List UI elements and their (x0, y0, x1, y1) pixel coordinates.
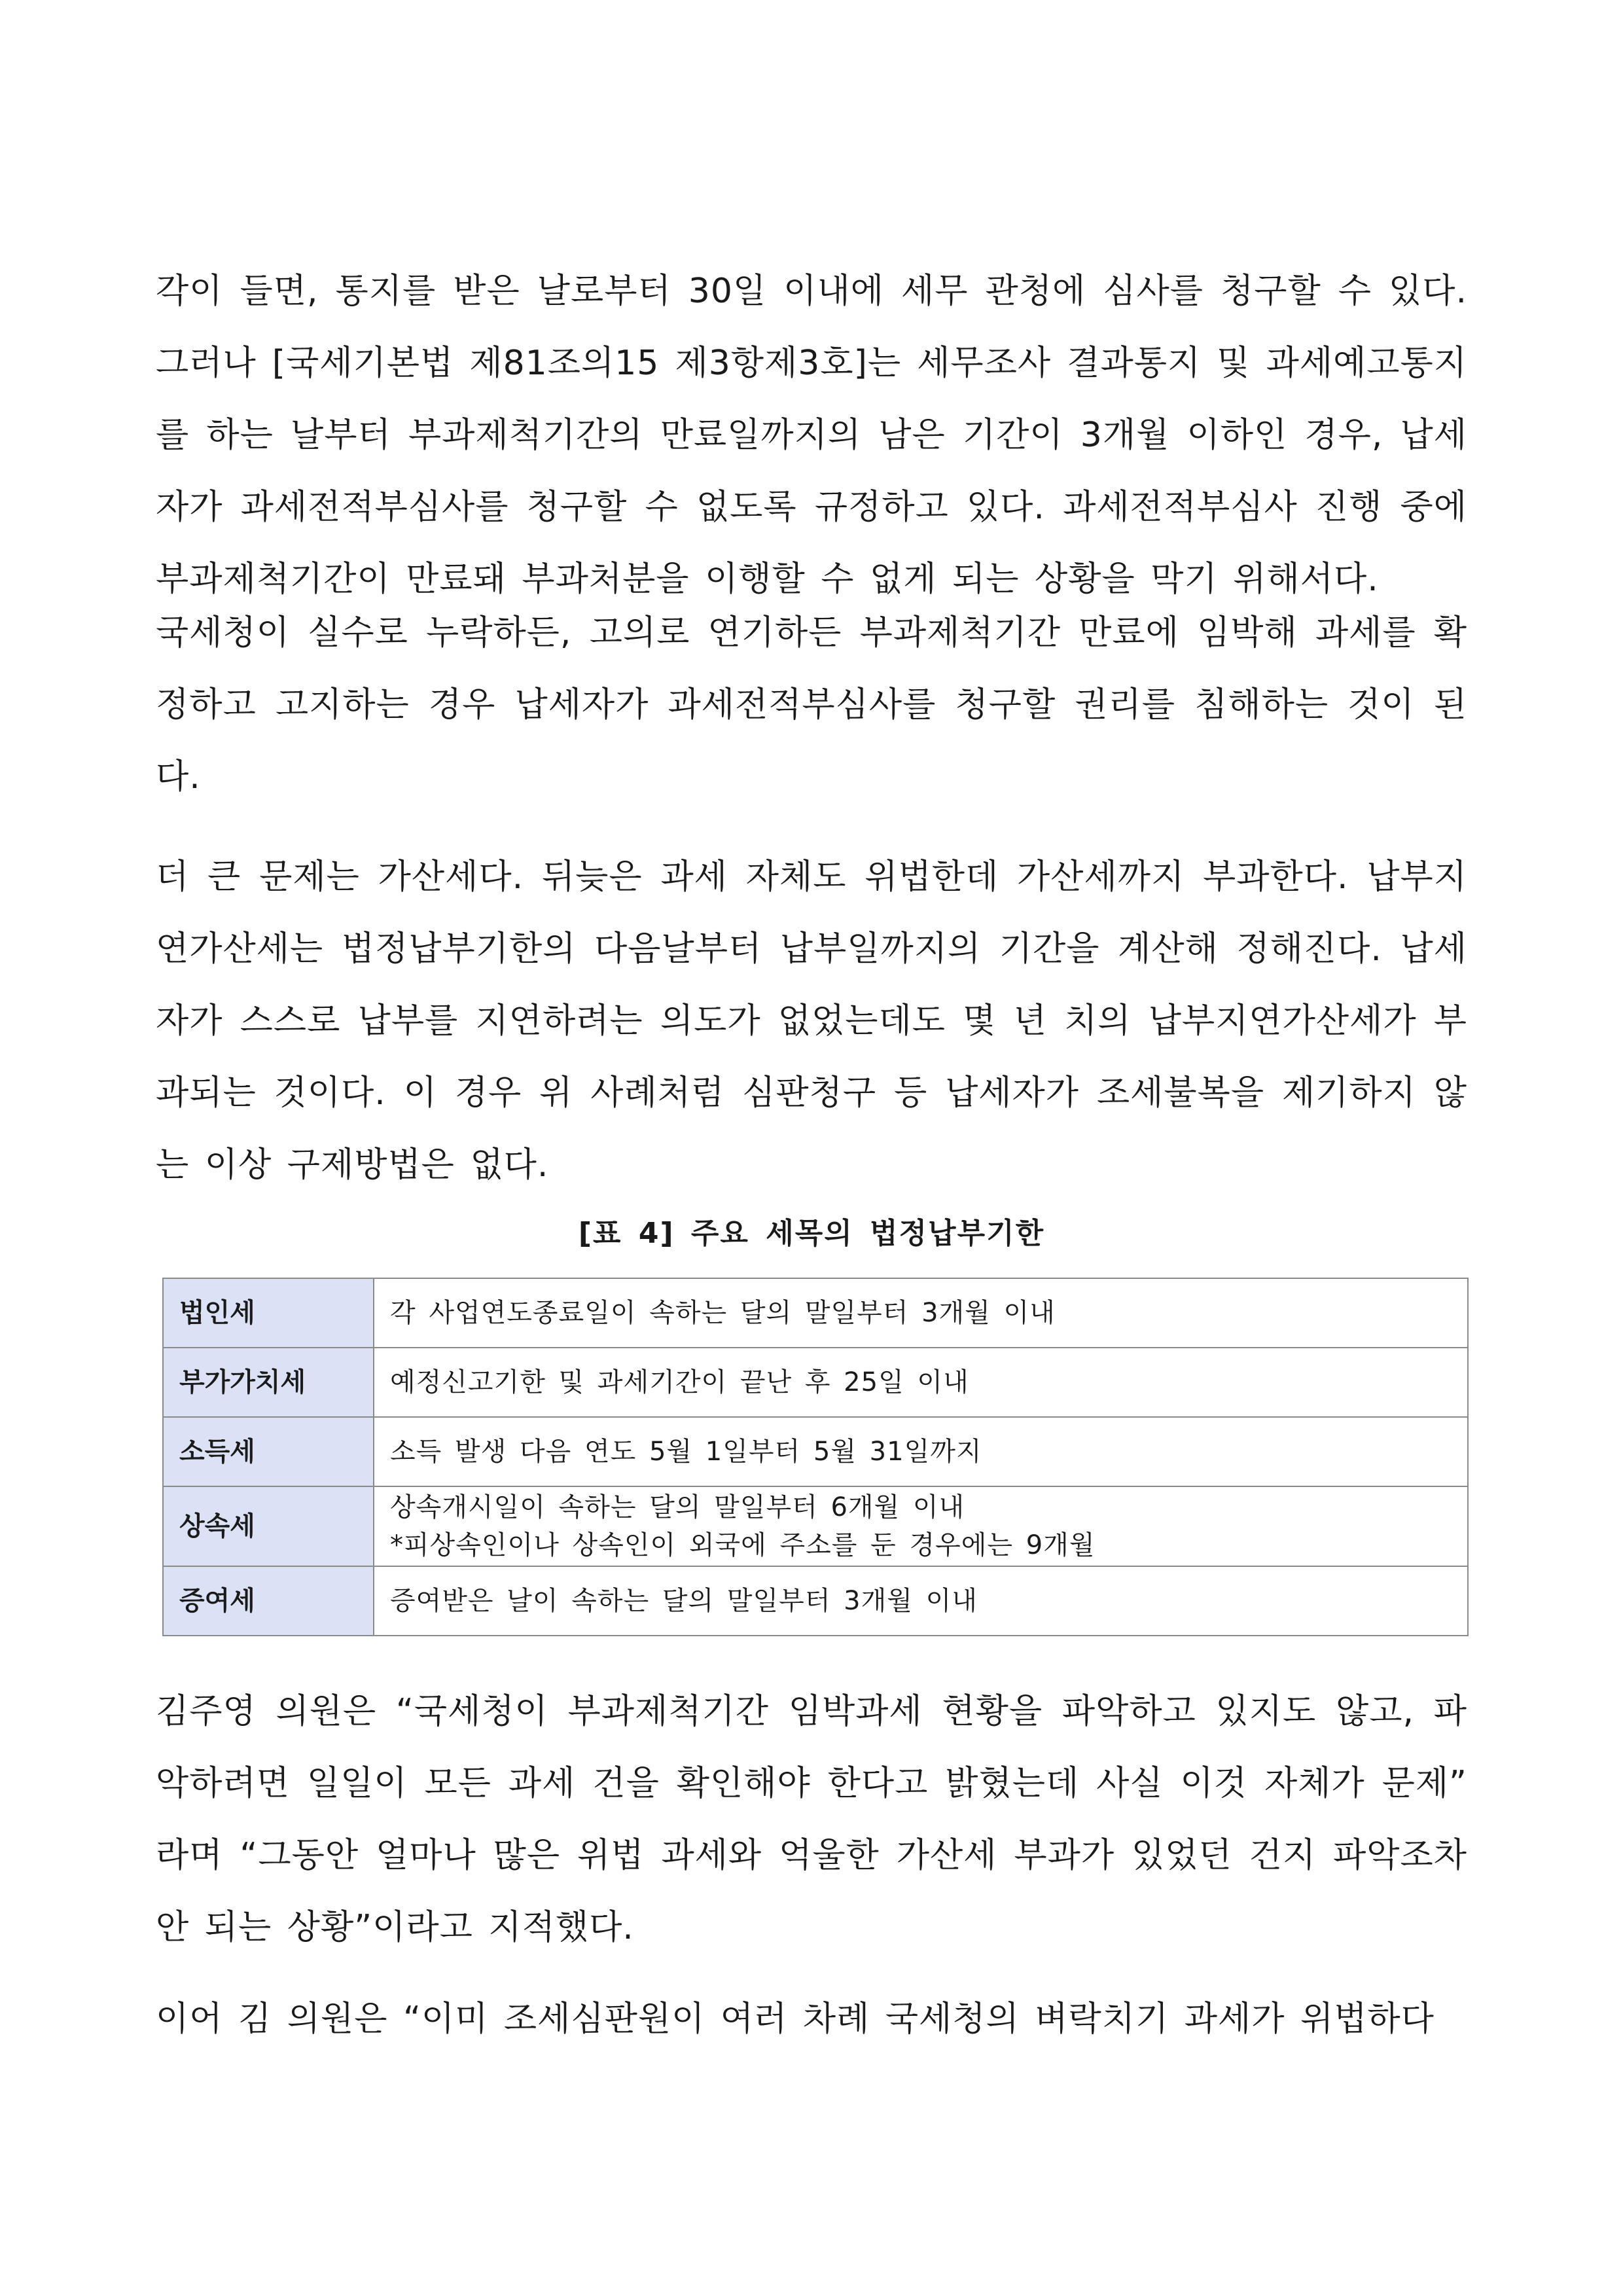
table-row (163, 1566, 1468, 1636)
deadline-text: 상속개시일이 속하는 달의 말일부터 6개월 이내 (390, 1492, 965, 1522)
text-line: 자가 과세전적부심사를 청구할 수 없도록 규정하고 있다. 과세전적부심사 진행 중에 (156, 488, 1467, 527)
paragraph-lawmaker-quote (156, 1676, 1467, 1964)
tax-name-cell: 소득세 (163, 1417, 374, 1486)
paragraph-penalty-tax (156, 841, 1467, 1201)
text-line: 를 하는 날부터 부과제척기간의 만료일까지의 남은 기간이 3개월 이하인 경우, 납세 (156, 416, 1467, 455)
paragraph-continuation (156, 1983, 1467, 2055)
text-line: 그러나 [국세기본법 제81조의15 제3항제3호]는 세무조사 결과통지 및 과세예고통지 (156, 344, 1467, 383)
paragraph-taxpayer-rights (156, 597, 1467, 813)
paragraph-review-request (156, 255, 1467, 615)
tax-name-cell: 상속세 (163, 1486, 374, 1566)
deadline-text: 각 사업연도종료일이 속하는 달의 말일부터 3개월 이내 (390, 1298, 1056, 1328)
text-line: 악하려면 일일이 모든 과세 건을 확인해야 한다고 밝혔는데 사실 이것 자체가 문제” (156, 1764, 1467, 1803)
tax-name-cell: 증여세 (163, 1566, 374, 1636)
table-row (163, 1278, 1468, 1348)
table-row (163, 1486, 1468, 1566)
text-line: 연가산세는 법정납부기한의 다음날부터 납부일까지의 기간을 계산해 정해진다. 납세 (156, 929, 1467, 969)
text-line: 라며 “그동안 얼마나 많은 위법 과세와 억울한 가산세 부과가 있었던 건지 파악조차 (156, 1836, 1467, 1875)
deadline-cell (374, 1278, 1468, 1348)
deadline-text: 소득 발생 다음 연도 5월 1일부터 5월 31일까지 (390, 1437, 982, 1467)
deadline-cell (374, 1348, 1468, 1417)
tax-deadline-table (162, 1278, 1469, 1636)
deadline-cell (374, 1566, 1468, 1636)
text-line: 각이 들면, 통지를 받은 날로부터 30일 이내에 세무 관청에 심사를 청구할 수 있다. (156, 272, 1467, 311)
table-row (163, 1417, 1468, 1486)
tax-name-cell: 법인세 (163, 1278, 374, 1348)
deadline-text: 증여받은 날이 속하는 달의 말일부터 3개월 이내 (390, 1586, 978, 1616)
text-line: 이어 김 의원은 “이미 조세심판원이 여러 차례 국세청의 벼락치기 과세가 위법하다 (156, 2000, 1435, 2039)
text-line: 안 되는 상황”이라고 지적했다. (156, 1908, 634, 1947)
text-line: 자가 스스로 납부를 지연하려는 의도가 없었는데도 몇 년 치의 납부지연가산세가 부 (156, 1001, 1467, 1041)
text-line: 정하고 고지하는 경우 납세자가 과세전적부심사를 청구할 권리를 침해하는 것이 된 (156, 685, 1467, 725)
text-line: 과되는 것이다. 이 경우 위 사례처럼 심판청구 등 납세자가 조세불복을 제기하지 않 (156, 1073, 1467, 1113)
deadline-note: *피상속인이나 상속인이 외국에 주소를 둔 경우에는 9개월 (390, 1530, 1096, 1560)
table-row (163, 1348, 1468, 1417)
text-line: 부과제척기간이 만료돼 부과처분을 이행할 수 없게 되는 상황을 막기 위해서다. (156, 560, 1379, 599)
deadline-cell (374, 1486, 1468, 1566)
text-line: 김주영 의원은 “국세청이 부과제척기간 임박과세 현황을 파악하고 있지도 않고, 파 (156, 1692, 1467, 1731)
deadline-cell (374, 1417, 1468, 1486)
text-line: 는 이상 구제방법은 없다. (156, 1145, 549, 1185)
text-line: 국세청이 실수로 누락하든, 고의로 연기하든 부과제척기간 만료에 임박해 과세를 확 (156, 613, 1467, 653)
table-caption: [표 4] 주요 세목의 법정납부기한 (578, 1217, 1045, 1250)
deadline-text: 예정신고기한 및 과세기간이 끝난 후 25일 이내 (390, 1367, 969, 1397)
text-line: 더 큰 문제는 가산세다. 뒤늦은 과세 자체도 위법한데 가산세까지 부과한다. 납부지 (156, 857, 1467, 897)
text-line: 다. (156, 757, 201, 797)
tax-name-cell: 부가가치세 (163, 1348, 374, 1417)
